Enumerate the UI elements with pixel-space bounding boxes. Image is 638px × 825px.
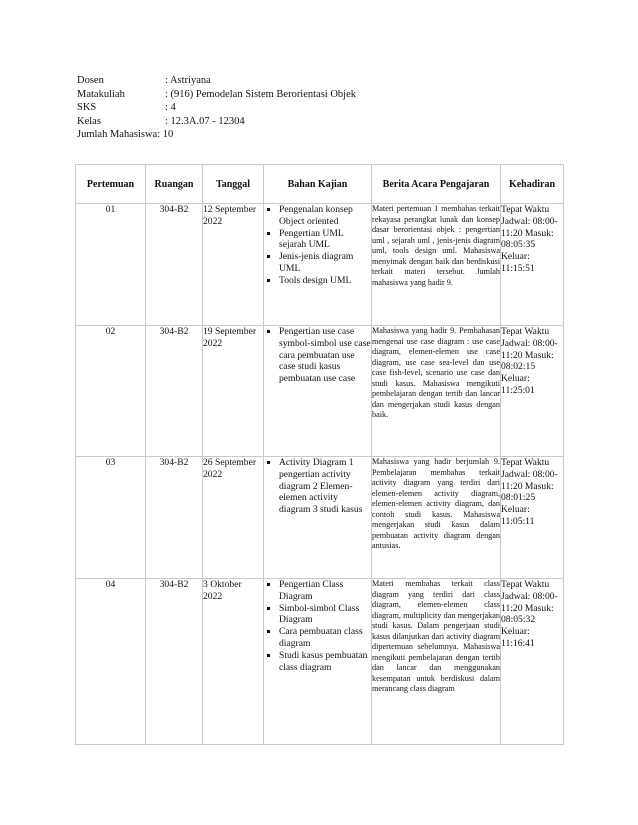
cell-ruangan: 304-B2	[146, 204, 203, 326]
cell-bahan-kajian	[264, 204, 372, 326]
info-value: : 12.3A.07 - 12304	[165, 115, 245, 127]
cell-kehadiran: Tepat Waktu Jadwal: 08:00-11:20 Masuk: 08:02:15 Keluar: 11:25:01	[501, 326, 564, 457]
topic-item: ▪ Jenis-jenis diagram UML	[279, 251, 371, 275]
info-label: Kelas	[77, 115, 101, 127]
table-row	[76, 204, 564, 326]
topic-item: ▪ Pengenalan konsep Object oriented	[279, 204, 371, 228]
info-row-jumlah-mahasiswa	[77, 128, 356, 142]
topic-list	[264, 579, 371, 673]
cell-tanggal: 19 September 2022	[203, 326, 264, 457]
cell-berita-acara: Mahasiswa yang hadir berjumlah 9. Pembelajaran membahas terkait activity diagram yang terdiri dari elemen-elemen activity diagram, elemen-elemen activity diagram, dan contoh studi kasus. Mahasiswa mengerjakan studi kasus dalam pembuatan activity diagram dengan antusias.	[372, 457, 501, 579]
info-label: Dosen	[77, 75, 104, 86]
cell-pertemuan: 01	[76, 204, 146, 326]
topic-item: ▪ Tools design UML	[279, 275, 371, 287]
cell-ruangan: 304-B2	[146, 579, 203, 745]
topic-item: ▪ Pengertian UML sejarah UML	[279, 228, 371, 252]
cell-kehadiran: Tepat Waktu Jadwal: 08:00-11:20 Masuk: 08:01:25 Keluar: 11:05:11	[501, 457, 564, 579]
topic-item: ▪ Activity Diagram 1 pengertian activity diagram 2 Elemen-elemen activity diagram 3 studi kasus	[279, 457, 371, 516]
table-row	[76, 579, 564, 745]
info-value: : 10	[157, 129, 174, 141]
cell-bahan-kajian	[264, 457, 372, 579]
header-berita-acara: Berita Acara Pengajaran	[372, 165, 501, 204]
cell-kehadiran: Tepat Waktu Jadwal: 08:00-11:20 Masuk: 08:05:35 Keluar: 11:15:51	[501, 204, 564, 326]
info-label: Matakuliah	[77, 88, 125, 100]
topic-item: ▪ Studi kasus pembuatan class diagram	[279, 650, 371, 674]
cell-ruangan: 304-B2	[146, 326, 203, 457]
header-tanggal: Tanggal	[203, 165, 264, 204]
cell-berita-acara: Materi pertemuan 1 membahas terkait rekayasa perangkat lunak dan konsep dasar berorientasi objek : pengertian uml , sejarah uml , jenis-jenis diagram uml, tools design uml. Mahasiswa menyimak dengan baik dan berdiskusi terkait materi tersebut. Jumlah mahasiswa yang hadir 9.	[372, 204, 501, 326]
table-header-row	[76, 165, 564, 204]
cell-ruangan: 304-B2	[146, 457, 203, 579]
cell-kehadiran: Tepat Waktu Jadwal: 08:00-11:20 Masuk: 08:05:32 Keluar: 11:16:41	[501, 579, 564, 745]
info-value: : (916) Pemodelan Sistem Berorientasi Objek	[165, 88, 357, 100]
topic-item: ▪ Pengertian Class Diagram	[279, 579, 371, 603]
cell-berita-acara: Mahasiswa yang hadir 9. Pembahasan mengenai use case diagram : use case diagram, elemen-elemen use case diagram, use case sea-level dan use case fish-level, scenario use case dan studi kasus. Mahasiswa mengikuti pembelajaran dengan tertib dan lancar dan mengerjakan studi kasus dengan baik.	[372, 326, 501, 457]
info-row-matakuliah	[77, 88, 356, 102]
header-ruangan: Ruangan	[146, 165, 203, 204]
cell-tanggal: 26 September 2022	[203, 457, 264, 579]
cell-pertemuan: 03	[76, 457, 146, 579]
header-kehadiran: Kehadiran	[501, 165, 564, 204]
topic-item: ▪ Simbol-simbol Class Diagram	[279, 603, 371, 627]
info-row-dosen	[77, 74, 356, 88]
cell-bahan-kajian	[264, 579, 372, 745]
cell-pertemuan: 02	[76, 326, 146, 457]
cell-tanggal: 12 September 2022	[203, 204, 264, 326]
course-info	[77, 74, 356, 142]
cell-tanggal: 3 Oktober 2022	[203, 579, 264, 745]
info-label: Jumlah Mahasiswa	[77, 129, 158, 141]
header-pertemuan: Pertemuan	[76, 165, 146, 204]
topic-list	[264, 326, 371, 385]
topic-list	[264, 204, 371, 287]
topic-item: ▪ Cara pembuatan class diagram	[279, 626, 371, 650]
header-bahan-kajian: Bahan Kajian	[264, 165, 372, 204]
attendance-table	[75, 164, 564, 745]
info-row-kelas	[77, 115, 356, 129]
cell-pertemuan: 04	[76, 579, 146, 745]
info-value: : 4	[165, 102, 176, 114]
topic-list	[264, 457, 371, 516]
info-label: SKS	[77, 102, 97, 114]
topic-item: ▪ Pengertian use case symbol-simbol use case cara pembuatan use case studi kasus pembuatan use case	[279, 326, 371, 385]
table-row	[76, 326, 564, 457]
cell-bahan-kajian	[264, 326, 372, 457]
info-row-sks	[77, 101, 356, 115]
info-value: : Astriyana	[165, 75, 211, 86]
cell-berita-acara: Materi membahas terkait class diagram yang terdiri dari class diagram, elemen-elemen class diagram, multiplicity dan mengerjakan studi kasus. Dalam pengerjaan studi kasus dilanjutkan dari activity diagram dipertemuan sebelumnya. Mahasiswa mengikuti pembelajaran dengan tertib dan lancar dan menggunakan kesempatan untuk berdiskusi dalam merancang class diagram	[372, 579, 501, 745]
table-row	[76, 457, 564, 579]
